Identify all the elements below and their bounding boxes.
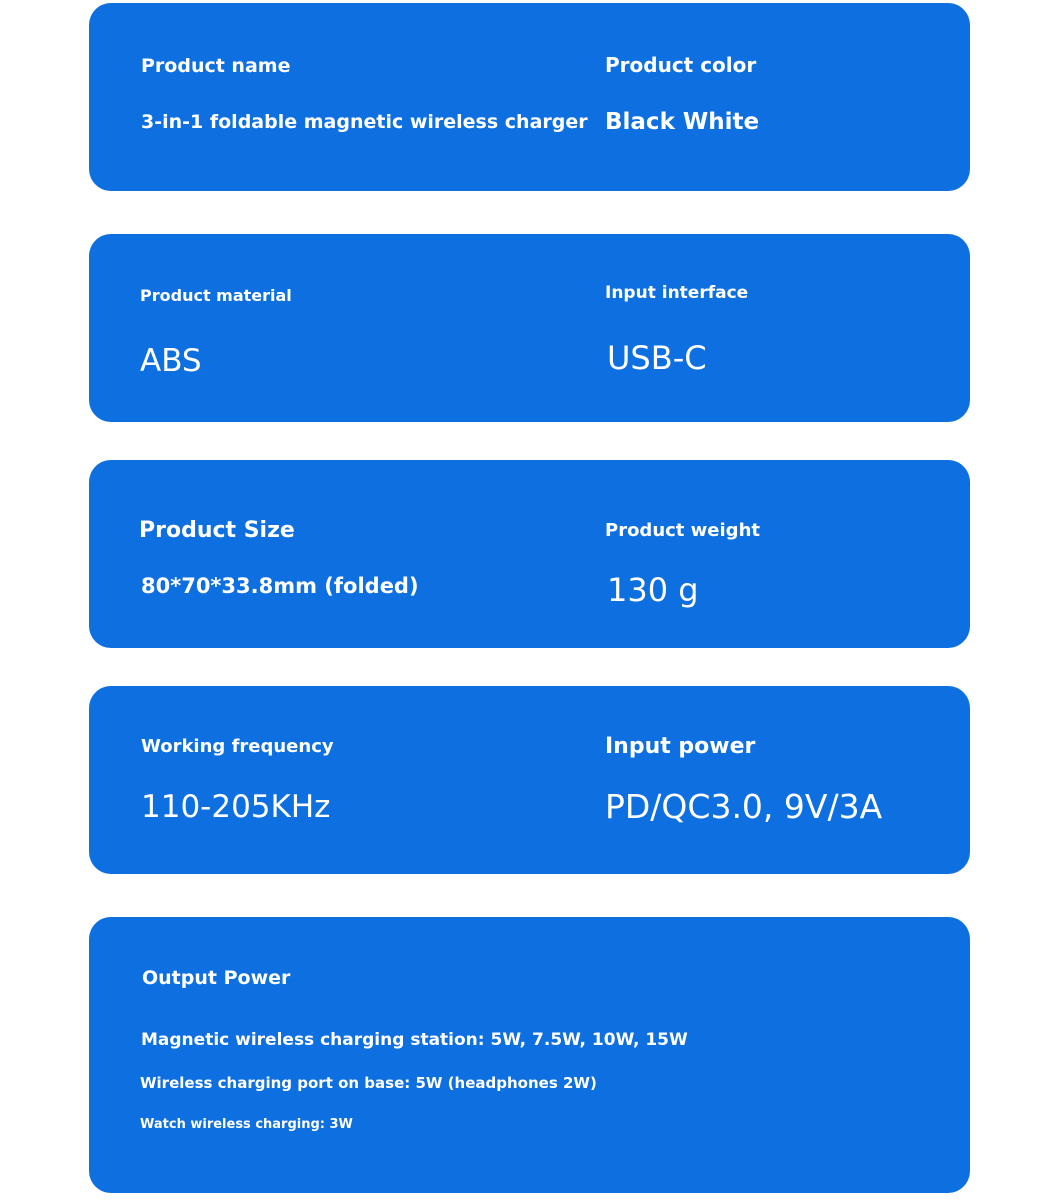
input-interface-value: USB-C — [607, 339, 707, 377]
product-weight-value: 130 g — [607, 571, 699, 609]
product-material-label: Product material — [140, 286, 292, 305]
input-power-value: PD/QC3.0, 9V/3A — [605, 787, 883, 826]
output-power-title: Output Power — [142, 967, 291, 989]
spec-card-product-name — [89, 3, 970, 191]
product-name-label: Product name — [141, 55, 291, 77]
spec-card-working-frequency — [89, 686, 970, 874]
working-frequency-value: 110-205KHz — [141, 789, 331, 825]
output-power-line: Watch wireless charging: 3W — [140, 1117, 353, 1132]
product-material-value: ABS — [140, 343, 202, 379]
working-frequency-label: Working frequency — [141, 736, 334, 757]
output-power-line: Magnetic wireless charging station: 5W, 7.5W, 10W, 15W — [141, 1030, 688, 1050]
product-name-value: 3-in-1 foldable magnetic wireless charger — [141, 111, 588, 133]
input-interface-label: Input interface — [605, 283, 749, 303]
product-size-label: Product Size — [139, 518, 295, 543]
spec-card-product-size — [89, 460, 970, 648]
product-size-value: 80*70*33.8mm (folded) — [141, 574, 419, 598]
product-weight-label: Product weight — [605, 520, 760, 541]
product-color-value: Black White — [605, 109, 760, 135]
spec-card-product-material — [89, 234, 970, 422]
product-color-label: Product color — [605, 53, 757, 77]
spec-card-output-power — [89, 917, 970, 1193]
output-power-line: Wireless charging port on base: 5W (headphones 2W) — [140, 1074, 597, 1092]
input-power-label: Input power — [605, 734, 756, 759]
